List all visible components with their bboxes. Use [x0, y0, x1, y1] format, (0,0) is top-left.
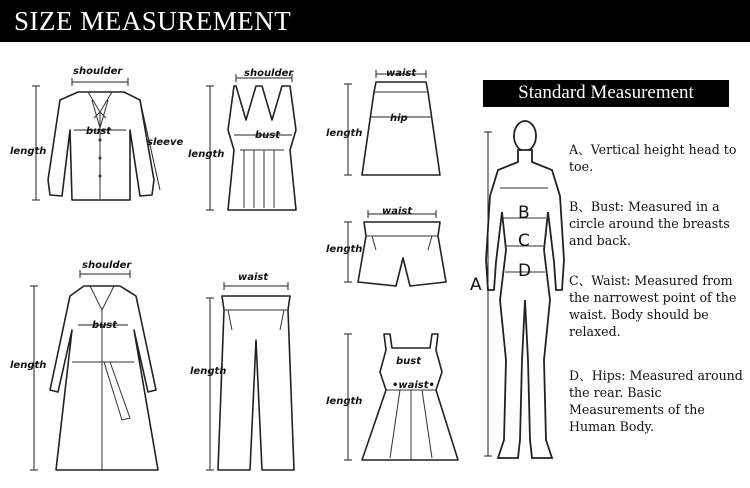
- description-b-key: B: [569, 199, 579, 214]
- coat-bust-label: bust: [92, 320, 118, 331]
- tank-bust-label: bust: [255, 130, 281, 141]
- pants-waist-label: waist: [238, 272, 269, 283]
- tank-shoulder-label: shoulder: [244, 68, 294, 79]
- description-a-text: Vertical height head to toe.: [569, 142, 737, 174]
- description-c-text: Waist: Measured from the narrowest point of the waist. Body should be relaxed.: [569, 273, 737, 339]
- body-letter-b: B: [518, 203, 530, 223]
- standard-measurement-banner: [483, 80, 729, 107]
- skirt-waist-label: waist: [386, 68, 417, 79]
- shirt-shoulder-label: shoulder: [73, 66, 123, 77]
- description-d-key: D: [569, 368, 580, 383]
- shirt-sleeve-label: sleeve: [147, 137, 184, 148]
- pants-length-label: length: [190, 366, 227, 377]
- page-title: SIZE MEASUREMENT: [14, 6, 292, 36]
- standard-measurement-title: Standard Measurement: [518, 82, 694, 103]
- dress-length-label: length: [326, 396, 363, 407]
- human-body-figure: [484, 121, 564, 458]
- dress-waist-label: •waist•: [392, 380, 435, 391]
- description-a-key: A: [569, 142, 579, 157]
- body-letter-a: A: [470, 275, 482, 295]
- shorts-waist-label: waist: [382, 206, 413, 217]
- description-c-key: C: [569, 273, 579, 288]
- shirt-bust-label: bust: [86, 126, 112, 137]
- coat-length-label: length: [10, 360, 47, 371]
- tank-length-label: length: [188, 149, 225, 160]
- body-letter-d: D: [518, 261, 532, 281]
- coat-illustration: [30, 270, 158, 470]
- shirt-illustration: [32, 78, 160, 200]
- dress-bust-label: bust: [396, 356, 422, 367]
- description-a: A、Vertical height head to toe.: [569, 142, 737, 174]
- description-c: C、Waist: Measured from the narrowest point of the waist. Body should be relaxed.: [569, 273, 737, 339]
- description-d: D、Hips: Measured around the rear. Basic Measurements of the Human Body.: [569, 368, 743, 434]
- tank-illustration: [206, 74, 296, 210]
- skirt-hip-label: hip: [390, 113, 408, 124]
- description-d-text: Hips: Measured around the rear. Basic Measurements of the Human Body.: [569, 368, 743, 434]
- skirt-length-label: length: [326, 128, 363, 139]
- shirt-length-label: length: [10, 146, 47, 157]
- description-b: B、Bust: Measured in a circle around the breasts and back.: [569, 199, 730, 248]
- coat-shoulder-label: shoulder: [82, 260, 132, 271]
- description-b-text: Bust: Measured in a circle around the breasts and back.: [569, 199, 730, 248]
- shorts-length-label: length: [326, 244, 363, 255]
- body-letter-c: C: [518, 231, 530, 251]
